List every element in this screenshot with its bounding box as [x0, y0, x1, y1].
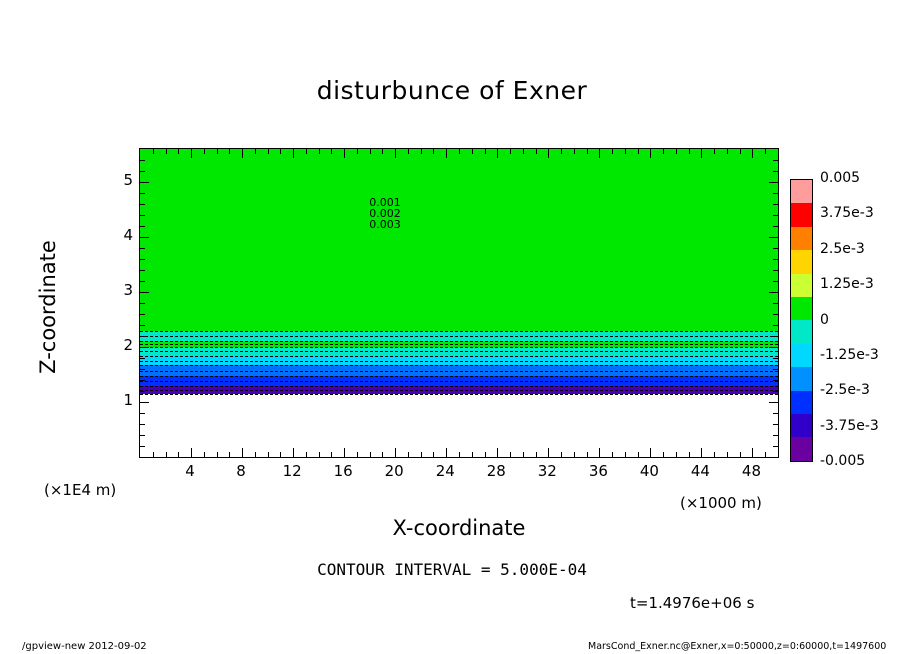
- x-tick: [472, 452, 473, 457]
- footer-right-text: MarsCond_Exner.nc@Exner,x=0:50000,z=0:60000,t=1497600: [588, 641, 887, 652]
- contour-field: [140, 149, 778, 457]
- x-tick: [459, 149, 460, 154]
- x-tick: [293, 448, 294, 457]
- contour-line: [140, 336, 778, 337]
- x-tick: [255, 149, 256, 154]
- x-tick-label: 32: [537, 462, 557, 480]
- x-tick: [357, 452, 358, 457]
- x-tick: [217, 149, 218, 154]
- x-tick: [306, 452, 307, 457]
- y-tick: [769, 182, 778, 183]
- y-tick: [140, 182, 149, 183]
- colorbar-tick-label: 3.75e-3: [820, 205, 874, 222]
- x-tick-label: 44: [690, 462, 710, 480]
- x-tick: [574, 452, 575, 457]
- y-tick-label: 5: [123, 171, 133, 189]
- x-tick: [395, 149, 396, 158]
- x-axis-unit-right: (×1000 m): [680, 494, 762, 512]
- y-tick: [140, 391, 145, 392]
- y-tick: [140, 259, 145, 260]
- y-tick: [773, 424, 778, 425]
- contour-line: [140, 351, 778, 352]
- x-tick: [166, 452, 167, 457]
- x-tick: [625, 149, 626, 154]
- x-tick: [638, 452, 639, 457]
- x-tick: [638, 149, 639, 154]
- x-tick: [191, 149, 192, 158]
- colorbar-cell: [791, 250, 812, 273]
- y-tick: [769, 402, 778, 403]
- chart-title: disturbunce of Exner: [316, 76, 588, 105]
- y-tick-label: 1: [123, 391, 133, 409]
- x-tick: [433, 452, 434, 457]
- contour-line: [140, 381, 778, 382]
- x-tick-label: 4: [185, 462, 195, 480]
- x-tick: [663, 452, 664, 457]
- x-tick: [153, 149, 154, 154]
- x-tick: [714, 149, 715, 154]
- x-tick: [344, 149, 345, 158]
- y-tick: [140, 171, 145, 172]
- y-tick: [773, 314, 778, 315]
- x-tick: [497, 149, 498, 158]
- y-tick: [140, 281, 145, 282]
- y-tick: [773, 446, 778, 447]
- x-tick: [765, 149, 766, 154]
- x-tick: [752, 448, 753, 457]
- y-tick: [773, 215, 778, 216]
- colorbar-cell: [791, 414, 812, 437]
- y-tick: [773, 435, 778, 436]
- x-tick: [421, 452, 422, 457]
- contour-line: [140, 376, 778, 377]
- x-axis-title: X-coordinate: [392, 516, 526, 540]
- plot-area: [139, 148, 779, 458]
- x-tick: [242, 149, 243, 158]
- x-tick: [587, 149, 588, 154]
- colorbar-cell: [791, 274, 812, 297]
- colorbar-tick-label: -0.005: [820, 453, 866, 469]
- x-tick: [689, 452, 690, 457]
- contour-line: [140, 394, 778, 395]
- contour-line: [140, 331, 778, 332]
- x-tick: [740, 452, 741, 457]
- x-tick: [510, 452, 511, 457]
- contour-line: [140, 344, 778, 345]
- y-tick: [140, 413, 145, 414]
- x-tick: [268, 149, 269, 154]
- y-tick: [140, 336, 145, 337]
- y-tick: [773, 193, 778, 194]
- x-tick: [727, 452, 728, 457]
- field-band: [140, 394, 778, 457]
- colorbar-cell: [791, 180, 812, 203]
- x-tick-label: 40: [639, 462, 659, 480]
- y-tick: [773, 369, 778, 370]
- y-tick: [140, 204, 145, 205]
- x-tick-label: 24: [435, 462, 455, 480]
- y-tick: [140, 248, 145, 249]
- y-tick: [773, 160, 778, 161]
- y-tick: [140, 347, 149, 348]
- x-tick: [650, 448, 651, 457]
- colorbar-tick-label: 0.005: [820, 170, 861, 186]
- y-tick: [769, 237, 778, 238]
- x-tick: [599, 149, 600, 158]
- x-tick: [229, 452, 230, 457]
- contour-interval-text: CONTOUR INTERVAL = 5.000E-04: [317, 560, 587, 579]
- x-tick: [382, 452, 383, 457]
- contour-line: [140, 356, 778, 357]
- x-axis-unit-left: (×1E4 m): [44, 481, 117, 499]
- colorbar-cell: [791, 437, 812, 460]
- colorbar-cell: [791, 344, 812, 367]
- x-tick: [548, 448, 549, 457]
- y-axis-title: Z-coordinate: [36, 240, 60, 374]
- x-tick: [421, 149, 422, 154]
- colorbar-tick-label: -3.75e-3: [820, 417, 879, 434]
- y-tick-labels: [99, 148, 133, 458]
- colorbar-cell: [791, 297, 812, 320]
- x-tick: [752, 149, 753, 158]
- y-tick: [140, 226, 145, 227]
- x-tick: [408, 149, 409, 154]
- y-tick: [140, 402, 149, 403]
- y-tick: [140, 435, 145, 436]
- x-tick-label: 20: [384, 462, 404, 480]
- contour-line: [140, 386, 778, 387]
- y-tick: [140, 314, 145, 315]
- y-tick: [140, 270, 145, 271]
- x-tick: [663, 149, 664, 154]
- x-tick: [382, 149, 383, 154]
- x-tick: [561, 149, 562, 154]
- x-tick: [561, 452, 562, 457]
- y-tick: [773, 281, 778, 282]
- y-tick: [140, 303, 145, 304]
- x-tick: [319, 149, 320, 154]
- x-tick: [485, 452, 486, 457]
- y-tick: [140, 369, 145, 370]
- x-tick-label: 16: [333, 462, 353, 480]
- inline-contour-label: 0.003: [369, 218, 401, 231]
- x-tick: [370, 452, 371, 457]
- x-tick: [701, 448, 702, 457]
- colorbar-tick-label: -2.5e-3: [820, 382, 870, 399]
- x-tick: [676, 452, 677, 457]
- x-tick: [280, 452, 281, 457]
- x-tick: [319, 452, 320, 457]
- contour-line: [140, 361, 778, 362]
- x-tick-labels: [139, 462, 779, 484]
- x-tick: [485, 149, 486, 154]
- y-tick: [140, 380, 145, 381]
- colorbar-cell: [791, 227, 812, 250]
- x-tick: [727, 149, 728, 154]
- x-tick: [395, 448, 396, 457]
- x-tick: [166, 149, 167, 154]
- x-tick: [217, 452, 218, 457]
- x-tick: [370, 149, 371, 154]
- x-tick: [191, 448, 192, 457]
- x-tick: [268, 452, 269, 457]
- inline-contour-labels: [355, 197, 415, 230]
- y-tick: [773, 171, 778, 172]
- y-tick: [769, 292, 778, 293]
- x-tick: [204, 452, 205, 457]
- x-tick: [331, 452, 332, 457]
- x-tick: [548, 149, 549, 158]
- x-tick: [536, 452, 537, 457]
- x-tick: [587, 452, 588, 457]
- contour-line: [140, 390, 778, 391]
- x-tick: [433, 149, 434, 154]
- x-tick: [497, 448, 498, 457]
- x-tick-label: 12: [282, 462, 302, 480]
- x-tick-label: 8: [236, 462, 246, 480]
- y-tick: [773, 204, 778, 205]
- x-tick: [344, 448, 345, 457]
- x-tick: [612, 452, 613, 457]
- x-tick: [293, 149, 294, 158]
- colorbar-cell: [791, 320, 812, 343]
- x-tick: [178, 149, 179, 154]
- colorbar-cell: [791, 367, 812, 390]
- y-tick-label: 2: [123, 336, 133, 354]
- x-tick: [523, 452, 524, 457]
- y-tick: [140, 325, 145, 326]
- y-tick: [140, 193, 145, 194]
- x-tick: [714, 452, 715, 457]
- y-tick: [773, 391, 778, 392]
- x-tick: [599, 448, 600, 457]
- x-tick: [459, 452, 460, 457]
- x-tick: [280, 149, 281, 154]
- x-tick: [701, 149, 702, 158]
- x-tick-label: 36: [588, 462, 608, 480]
- x-tick: [306, 149, 307, 154]
- x-tick: [229, 149, 230, 154]
- time-text: t=1.4976e+06 s: [630, 594, 755, 612]
- x-tick: [523, 149, 524, 154]
- y-tick: [773, 413, 778, 414]
- contour-line: [140, 341, 778, 342]
- colorbar-cell: [791, 203, 812, 226]
- contour-line: [140, 365, 778, 366]
- colorbar-tick-label: -1.25e-3: [820, 346, 879, 363]
- x-tick: [357, 149, 358, 154]
- y-tick: [773, 270, 778, 271]
- y-tick: [773, 325, 778, 326]
- inline-contour-label: 0.002: [369, 207, 401, 220]
- x-tick: [625, 452, 626, 457]
- y-tick: [773, 380, 778, 381]
- x-tick: [255, 452, 256, 457]
- y-tick-label: 4: [123, 226, 133, 244]
- colorbar-tick-label: 0: [820, 311, 829, 328]
- colorbar-tick-label: 2.5e-3: [820, 240, 865, 257]
- x-tick: [408, 452, 409, 457]
- y-tick: [140, 215, 145, 216]
- footer-left-text: /gpview-new 2012-09-02: [22, 641, 147, 652]
- contour-line: [140, 371, 778, 372]
- x-tick: [765, 452, 766, 457]
- y-tick: [140, 160, 145, 161]
- x-tick: [650, 149, 651, 158]
- y-tick: [773, 336, 778, 337]
- x-tick: [612, 149, 613, 154]
- field-band: [140, 149, 778, 331]
- inline-contour-label: 0.001: [369, 196, 401, 209]
- x-tick: [153, 452, 154, 457]
- y-tick: [773, 226, 778, 227]
- y-tick: [140, 292, 149, 293]
- x-tick: [204, 149, 205, 154]
- y-tick: [140, 424, 145, 425]
- y-tick: [773, 259, 778, 260]
- x-tick: [472, 149, 473, 154]
- x-tick: [178, 452, 179, 457]
- x-tick: [510, 149, 511, 154]
- y-tick: [773, 248, 778, 249]
- x-tick: [740, 149, 741, 154]
- y-tick: [140, 237, 149, 238]
- y-tick: [773, 358, 778, 359]
- x-tick-label: 48: [741, 462, 762, 480]
- x-tick: [676, 149, 677, 154]
- y-tick: [140, 358, 145, 359]
- contour-line: [140, 347, 778, 348]
- y-tick: [140, 446, 145, 447]
- colorbar-tick-label: 1.25e-3: [820, 276, 874, 293]
- y-tick-label: 3: [123, 281, 133, 299]
- x-tick: [331, 149, 332, 154]
- colorbar-cell: [791, 391, 812, 414]
- x-tick: [536, 149, 537, 154]
- x-tick: [242, 448, 243, 457]
- y-tick: [773, 303, 778, 304]
- y-tick: [769, 347, 778, 348]
- colorbar: [790, 179, 813, 462]
- x-tick: [446, 149, 447, 158]
- x-tick: [689, 149, 690, 154]
- x-tick: [574, 149, 575, 154]
- x-tick: [446, 448, 447, 457]
- x-tick-label: 28: [486, 462, 506, 480]
